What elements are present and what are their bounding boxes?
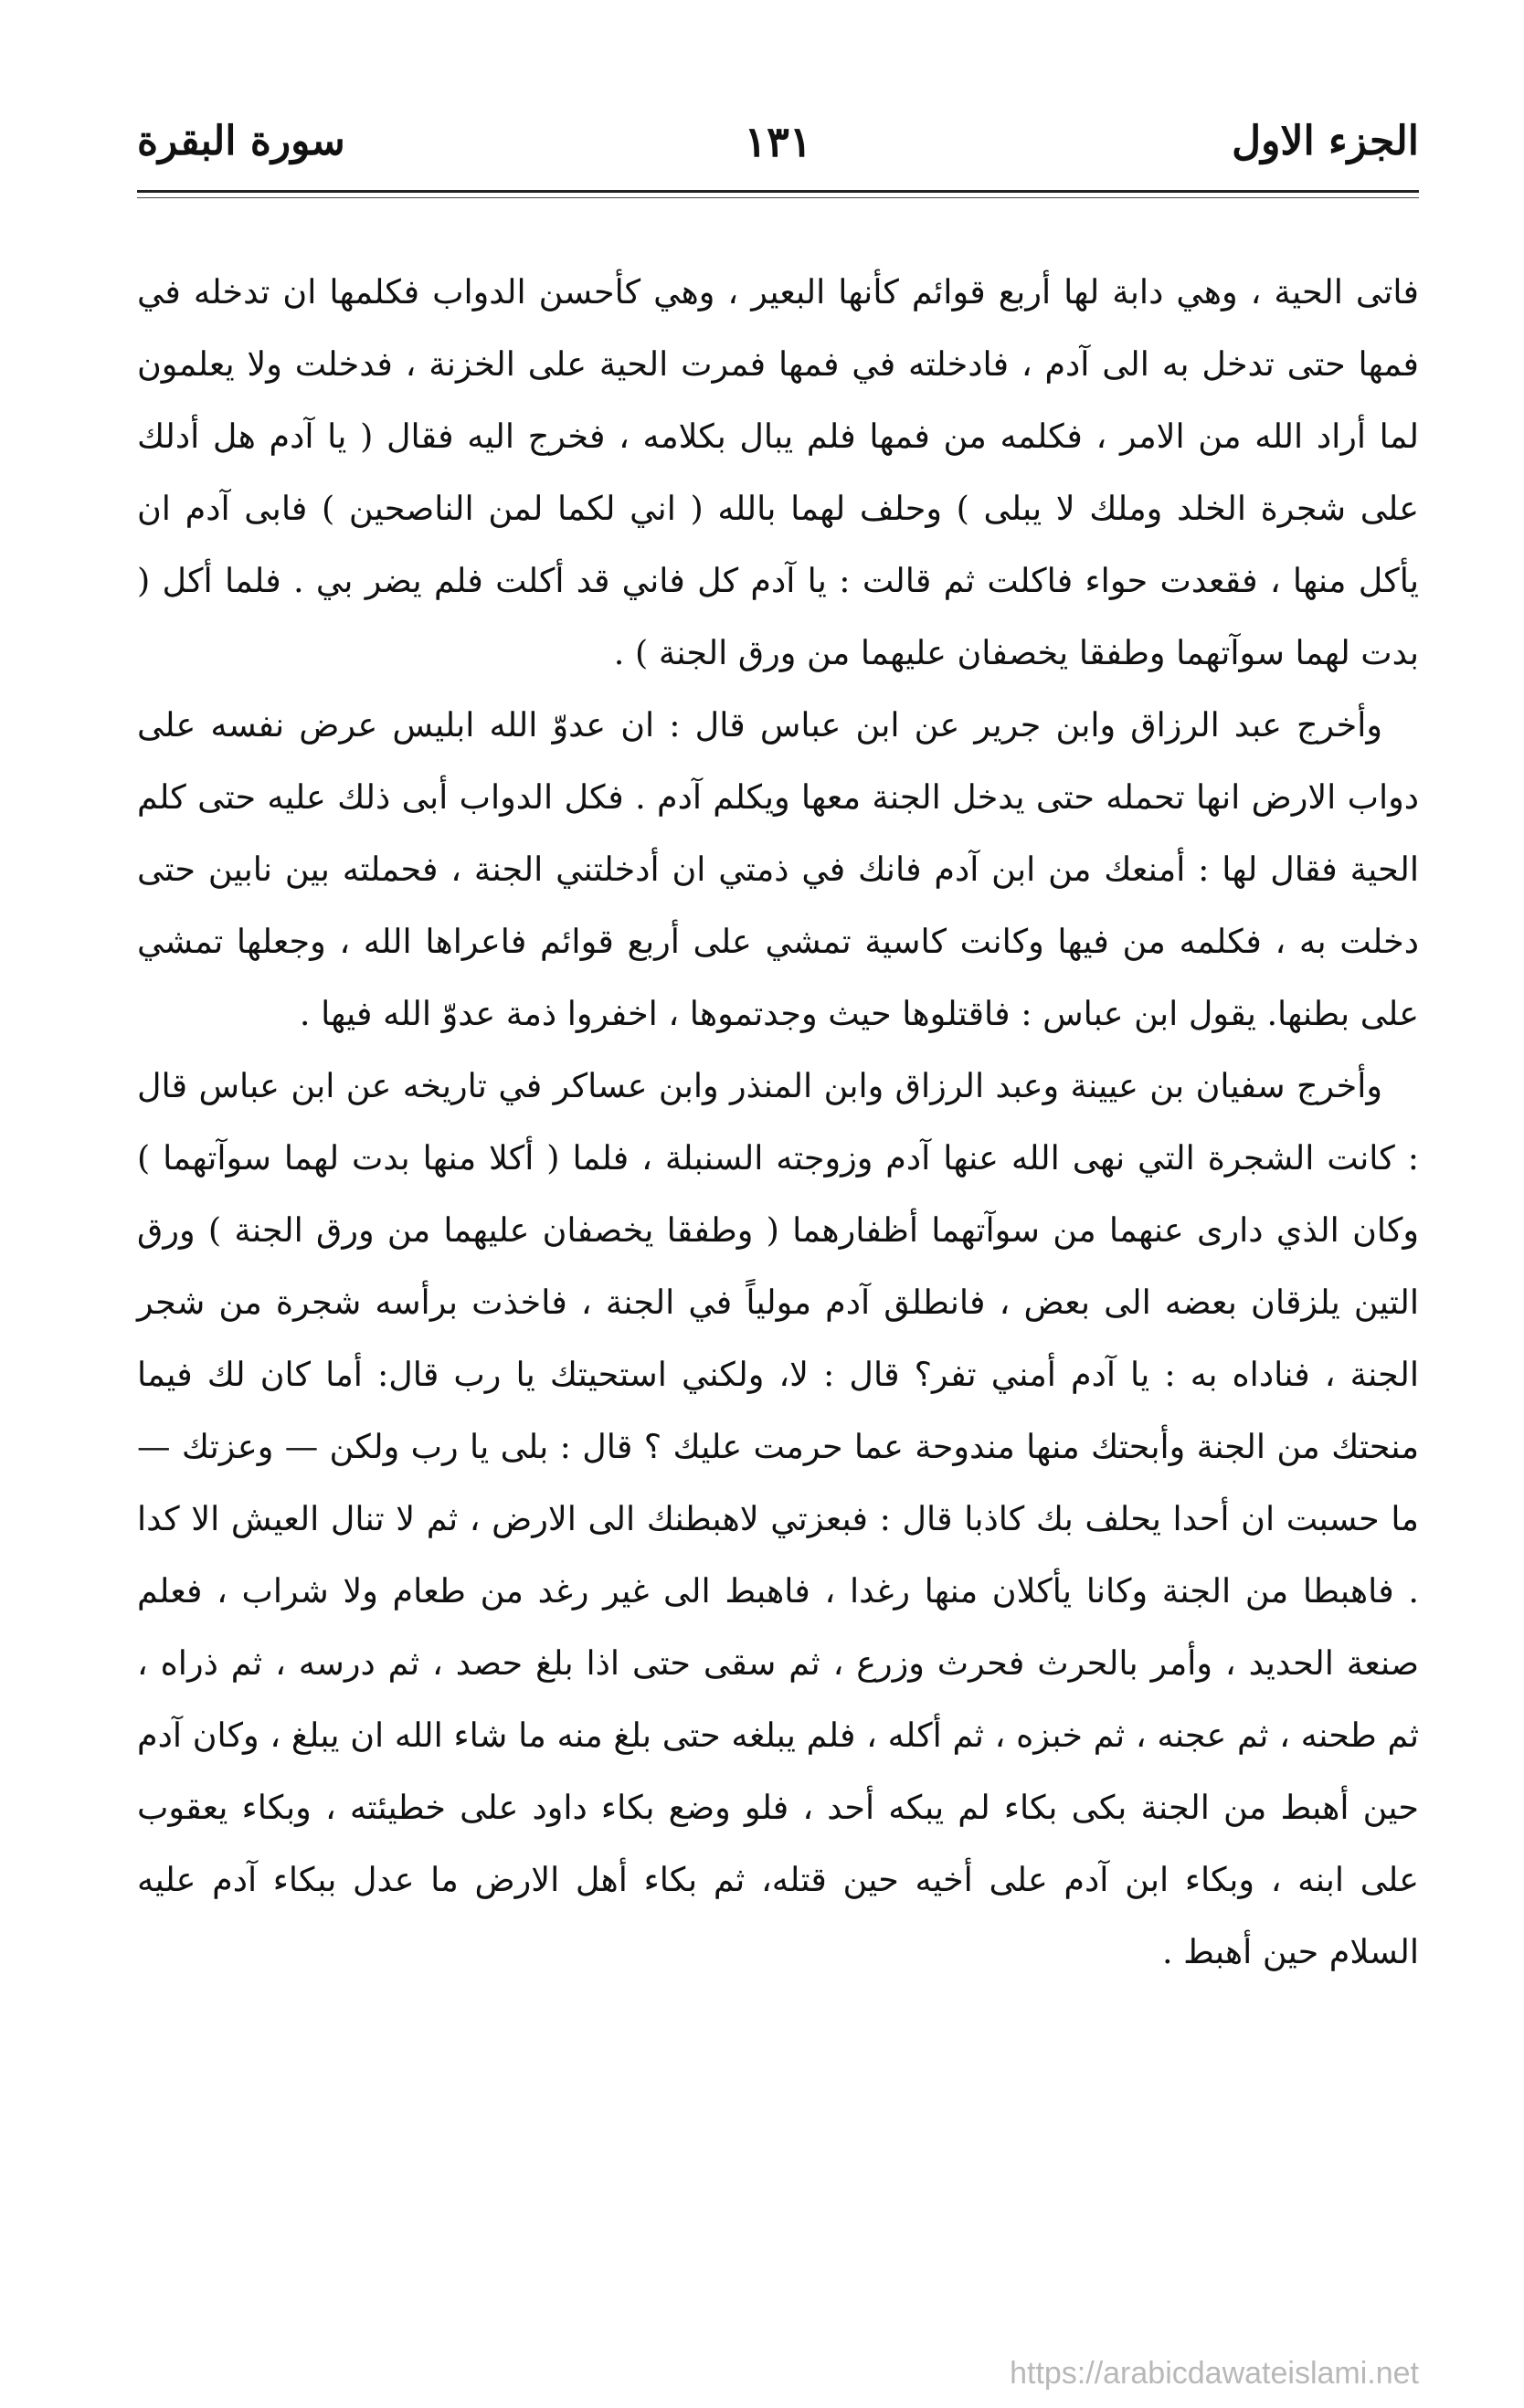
surah-title: سورة البقرة bbox=[137, 118, 345, 164]
part-title: الجزء الاول bbox=[1232, 118, 1419, 164]
paragraph-1: فاتى الحية ، وهي دابة لها أربع قوائم كأنها البعير ، وهي كأحسن الدواب فكلمها ان تدخله في فمها حتى تدخل به الى آدم ، فادخلته في فمها فمرت الحية على الخزنة ، فدخلت ولا يعلمون لما أراد الله من الامر ، فكلمه من فمها فلم يبال بكلامه ، فخرج اليه فقال ( يا آدم هل أدلك على شجرة الخلد وملك لا يبلى ) وحلف لهما بالله ( اني لكما لمن الناصحين ) فابى آدم ان يأكل منها ، فقعدت حواء فاكلت ثم قالت : يا آدم كل فاني قد أكلت فلم يضر بي . فلما أكل ( بدت لهما سوآتهما وطفقا يخصفان عليهما من ورق الجنة ) . bbox=[137, 272, 1419, 672]
body-text bbox=[137, 256, 1419, 1988]
paragraph-2: وأخرج عبد الرزاق وابن جرير عن ابن عباس قال : ان عدوّ الله ابليس عرض نفسه على دواب الارض انها تحمله حتى يدخل الجنة معها ويكلم آدم . فكل الدواب أبى ذلك عليه حتى كلم الحية فقال لها : أمنعك من ابن آدم فانك في ذمتي ان أدخلتني الجنة ، فحملته بين نابين حتى دخلت به ، فكلمه من فيها وكانت كاسية تمشي على أربع قوائم فاعراها الله ، وجعلها تمشي على بطنها. يقول ابن عباس : فاقتلوها حيث وجدتموها ، اخفروا ذمة عدوّ الله فيها . bbox=[137, 705, 1419, 1033]
watermark-url: https://arabicdawateislami.net bbox=[1010, 2356, 1419, 2391]
header-rule-thin bbox=[137, 197, 1419, 198]
header-rule bbox=[137, 190, 1419, 193]
page-number: ١٣١ bbox=[744, 117, 812, 166]
page-header bbox=[137, 114, 1419, 187]
paragraph-3: وأخرج سفيان بن عيينة وعبد الرزاق وابن المنذر وابن عساكر في تاريخه عن ابن عباس قال : كانت الشجرة التي نهى الله عنها آدم وزوجته السنبلة ، فلما ( أكلا منها بدت لهما سوآتهما ) وكان الذي دارى عنهما من سوآتهما أظفارهما ( وطفقا يخصفان عليهما من ورق الجنة ) ورق التين يلزقان بعضه الى بعض ، فانطلق آدم مولياً في الجنة ، فاخذت برأسه شجرة من شجر الجنة ، فناداه به : يا آدم أمني تفر؟ قال : لا، ولكني استحيتك يا رب قال: أما كان لك فيما منحتك من الجنة وأبحتك منها مندوحة عما حرمت عليك ؟ قال : بلى يا رب ولكن — وعزتك — ما حسبت ان أحدا يحلف بك كاذبا قال : فبعزتي لاهبطنك الى الارض ، ثم لا تنال العيش الا كدا . فاهبطا من الجنة وكانا يأكلان منها رغدا ، فاهبط الى غير رغد من طعام ولا شراب ، فعلم صنعة الحديد ، وأمر بالحرث فحرث وزرع ، ثم سقى حتى اذا بلغ حصد ، ثم درسه ، ثم ذراه ، ثم طحنه ، ثم عجنه ، ثم خبزه ، ثم أكله ، فلم يبلغه حتى بلغ منه ما شاء الله ان يبلغ ، وكان آدم حين أهبط من الجنة بكى بكاء لم يبكه أحد ، فلو وضع بكاء داود على خطيئته ، وبكاء يعقوب على ابنه ، وبكاء ابن آدم على أخيه حين قتله، ثم بكاء أهل الارض ما عدل ببكاء آدم عليه السلام حين أهبط . bbox=[137, 1066, 1419, 1971]
